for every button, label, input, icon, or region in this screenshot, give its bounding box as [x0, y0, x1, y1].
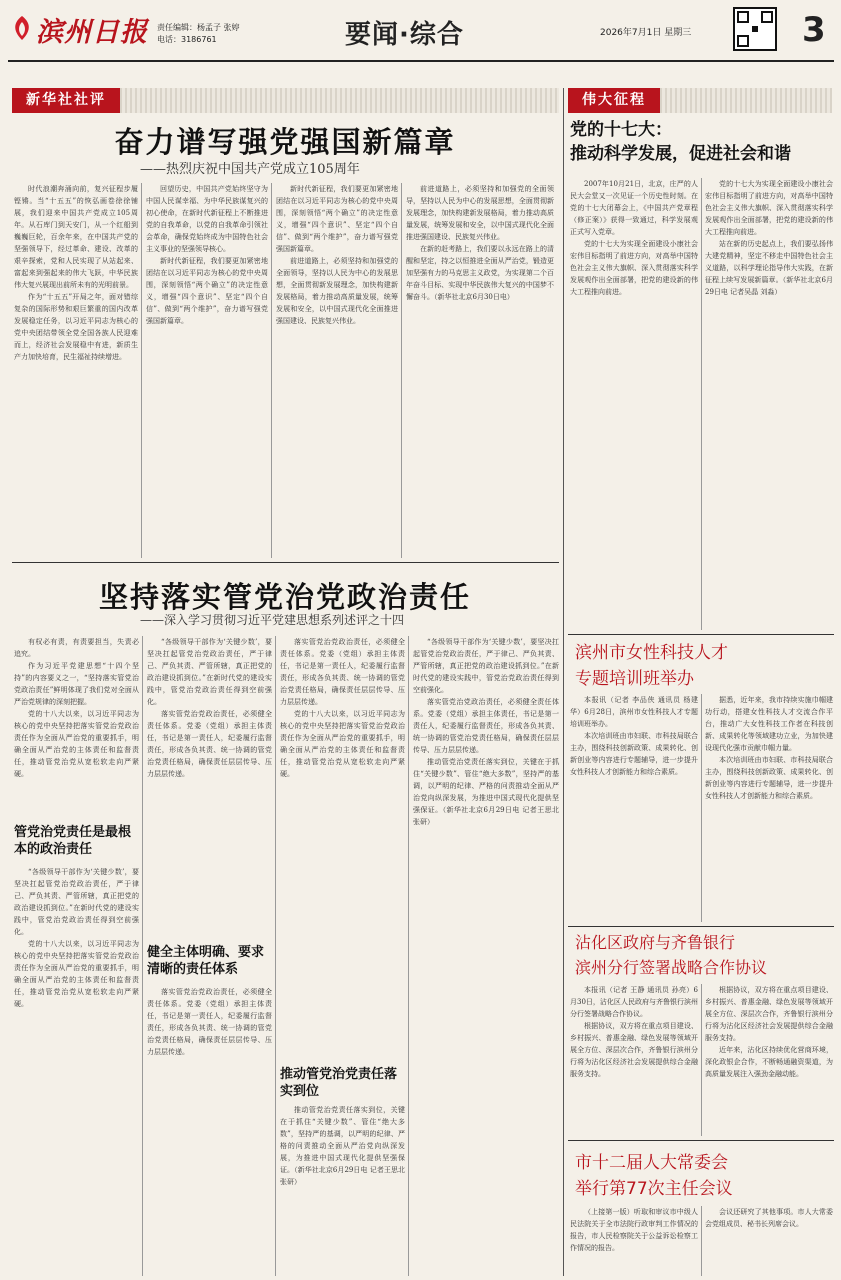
news-2-headline: 沾化区政府与齐鲁银行 滨州分行签署战略合作协议: [575, 933, 768, 977]
article-2-subhead-3: 推动管党治党责任落实到位: [280, 1067, 398, 1099]
issue-date: 2026年7月1日 星期三: [600, 28, 692, 38]
article-2-column-2: “各级领导干部作为‘关键少数’，要坚决扛起管党治党政治责任，严于律己、严负其责、严管所辖，真正把党的政治建设抓到位。”在新时代党的建设实践中，管党治党政治责任得到空前强化。 落实管党治党政治责任，必须健全责任体系。党委（党组）承担主体责任，书记是第一责任人，纪委履行监督责任，形成各负其责、统一协调的管党治党责任格局，确保责任层层传导、压力层层传递。: [147, 638, 272, 778]
article-1-subtitle: ——热烈庆祝中国共产党成立105周年: [140, 162, 360, 177]
article-2-column-4: “各级领导干部作为‘关键少数’，要坚决扛起管党治党政治责任，严于律己、严负其责、严管所辖，真正把党的政治建设抓到位。”在新时代党的建设实践中，管党治党政治责任得到空前强化。 落实管党治党政治责任，必须健全责任体系。党委（党组）承担主体责任，书记是第一责任人，纪委履行监督责任，形成各负其责、统一协调的管党治党责任格局，确保责任层层传导、压力层层传递。 推动管党治党责任落实到位，关键在于抓住“关键少数”、管住“绝大多数”，坚持严的基调，以严明的纪律、严格的问责推动全面从严治党向纵深发展，为推进中国式现代化提供坚强保证。（新华社北京6月29日电 记者王思北 张研）: [413, 638, 559, 826]
left-banner-label: 新华社社评: [12, 88, 120, 113]
article-2-column-2-lower: 落实管党治党政治责任，必须健全责任体系。党委（党组）承担主体责任，书记是第一责任人，纪委履行监督责任，形成各负其责、统一协调的管党治党责任格局，确保责任层层传导、压力层层传递。: [147, 988, 272, 1056]
news-2-column-2: 根据协议，双方将在重点项目建设、乡村振兴、普惠金融、绿色发展等领域开展全方位、深层次合作，齐鲁银行滨州分行将为沾化区经济社会发展提供综合金融服务支持。 近年来，沾化区持续优化营商环境，深化政银企合作，不断畅通融资渠道，为高质量发展注入强劲金融动能。: [705, 986, 833, 1078]
newspaper-logo-icon: [10, 14, 34, 42]
editor-credit: 责任编辑：杨孟子 张婷: [157, 23, 240, 32]
news-1-headline: 滨州市女性科技人才 专题培训班举办: [575, 643, 728, 689]
article-1-column-2: 回望历史，中国共产党始终坚守为中国人民谋幸福、为中华民族谋复兴的初心使命，在新时代新征程上不断推进党的自我革命，以党的自我革命引领社会革命，确保党始终成为中国特色社会主义事业的坚强领导核心。 新时代新征程，我们要更加紧密地团结在以习近平同志为核心的党中央周围，深刻领悟“两个确立”的决定性意义，增强“四个意识”、坚定“四个自信”、做到“两个维护”，奋力谱写强党强国新篇章。: [146, 185, 268, 325]
news-1-column-2: 据悉，近年来，我市持续实施巾帼建功行动，搭建女性科技人才交流合作平台，推动广大女性科技工作者在科技创新、成果转化等领域建功立业，为加快建设现代化强市贡献巾帼力量。 本次培训班由市妇联、市科技局联合主办，围绕科技创新政策、成果转化、创新创业等内容进行专题辅导，进一步提升女性科技人才创新能力和综合素质。: [705, 696, 833, 800]
news-3-column-2: 会议还研究了其他事项。市人大常委会党组成员、秘书长列席会议。: [705, 1208, 833, 1228]
article-2-headline: 坚持落实管党治党政治责任: [98, 580, 471, 614]
page-number: 3: [802, 10, 826, 50]
article-2-subtitle: ——深入学习贯彻习近平党建思想系列述评之十四: [140, 613, 405, 627]
section-title: 要闻·综合: [345, 20, 464, 50]
news-2-column-1: 本报讯（记者 王静 通讯员 孙亮）6月30日，沾化区人民政府与齐鲁银行滨州分行签署战略合作协议。 根据协议，双方将在重点项目建设、乡村振兴、普惠金融、绿色发展等领域开展全方位、深层次合作，齐鲁银行滨州分行将为沾化区经济社会发展提供综合金融服务支持。: [570, 986, 698, 1078]
qr-code-icon: [733, 7, 777, 51]
news-3-column-1: （上接第一版）听取和审议市中级人民法院关于全市法院行政审判工作情况的报告，市人民检察院关于公益诉讼检察工作情况的报告。: [570, 1208, 698, 1252]
right-banner-label: 伟大征程: [568, 88, 660, 113]
newspaper-logo-text: 滨州日报: [36, 17, 148, 48]
article-2-column-1: 有权必有责，有责要担当，失责必追究。 作为习近平党建思想“十四个坚持”的内容要义之一，“坚持落实管党治党政治责任”鲜明体现了我们党对全面从严治党规律的深刻把握。 党的十八大以来，以习近平同志为核心的党中央坚持把落实管党治党政治责任作为全面从严治党的重要抓手，明确全面从严治党的主体责任和监督责任，推动管党治党从宽松软走向严紧硬。: [14, 638, 139, 778]
article-1-column-1: 时代浪潮奔涌向前，复兴征程步履铿锵。当“十五五”的恢弘画卷徐徐铺展，我们迎来中国共产党成立105周年。从石库门到天安门，从一个红船到巍巍巨轮，百余年来，在中国共产党的坚强领导下，经过革命、建设、改革的艰辛探索，党和人民实现了从站起来、富起来到强起来的伟大飞跃，中华民族伟大复兴展现出前所未有的光明前景。 作为“十五五”开局之年，面对错综复杂的国际形势和艰巨繁重的国内改革发展稳定任务，以习近平同志为核心的党中央团结带领全党全国各族人民迎难而上，经济社会发展稳中有进，新质生产力加快培育，民生福祉持续增进。: [14, 185, 138, 361]
masthead: [0, 0, 841, 60]
article-2-subhead-2: 健全主体明确、要求清晰的责任体系: [147, 945, 265, 977]
article-2-column-3-lower: 推动管党治党责任落实到位，关键在于抓住“关键少数”、管住“绝大多数”，坚持严的基调，以严明的纪律、严格的问责推动全面从严治党向纵深发展，为推进中国式现代化提供坚强保证。（新华社北京6月29日电 记者王思北 张研）: [280, 1106, 405, 1186]
article-1-column-4: 前进道路上，必须坚持和加强党的全面领导，坚持以人民为中心的发展思想，全面贯彻新发展理念，加快构建新发展格局，着力推动高质量发展，统筹发展和安全，以中国式现代化全面推进强国建设、民族复兴伟业。 在新的赶考路上，我们要以永远在路上的清醒和坚定，持之以恒推进全面从严治党，锻造更加坚强有力的马克思主义政党，为实现第二个百年奋斗目标、实现中华民族伟大复兴的中国梦不懈奋斗。（新华社北京6月30日电）: [406, 185, 554, 301]
article-1-column-3: 新时代新征程，我们要更加紧密地团结在以习近平同志为核心的党中央周围，深刻领悟“两个确立”的决定性意义，增强“四个意识”、坚定“四个自信”、做到“两个维护”，奋力谱写强党强国新篇章。 前进道路上，必须坚持和加强党的全面领导，坚持以人民为中心的发展思想，全面贯彻新发展理念，加快构建新发展格局，着力推动高质量发展，统筹发展和安全，以中国式现代化全面推进强国建设、民族复兴伟业。: [276, 185, 398, 325]
history-column-1: 2007年10月21日，北京，庄严的人民大会堂又一次见证一个历史性时刻。在党的十七大闭幕会上，《中国共产党章程（修正案）》获得一致通过，科学发展观正式写入党章。 党的十七大为实现全面建设小康社会宏伟目标指明了前进方向，对高举中国特色社会主义伟大旗帜、深入贯彻落实科学发展观作出全面部署，把党的建设新的伟大工程推向前进。: [570, 180, 698, 296]
article-2-column-3: 落实管党治党政治责任，必须健全责任体系。党委（党组）承担主体责任，书记是第一责任人，纪委履行监督责任，形成各负其责、统一协调的管党治党责任格局，确保责任层层传导、压力层层传递。 党的十八大以来，以习近平同志为核心的党中央坚持把落实管党治党政治责任作为全面从严治党的重要抓手，明确全面从严治党的主体责任和监督责任，推动管党治党从宽松软走向严紧硬。: [280, 638, 405, 778]
history-headline: 党的十七大： 推动科学发展，促进社会和谐: [570, 120, 791, 164]
news-3-headline: 市十二届人大常委会 举行第77次主任会议: [575, 1153, 733, 1199]
article-2-column-1-lower: “各级领导干部作为‘关键少数’，要坚决扛起管党治党政治责任，严于律己、严负其责、严管所辖，真正把党的政治建设抓到位。”在新时代党的建设实践中，管党治党政治责任得到空前强化。 党的十八大以来，以习近平同志为核心的党中央坚持把落实管党治党政治责任作为全面从严治党的重要抓手，明确全面从严治党的主体责任和监督责任，推动管党治党从宽松软走向严紧硬。: [14, 868, 139, 1008]
news-1-column-1: 本报讯（记者 李品侠 通讯员 杨建华）6月28日，滨州市女性科技人才专题培训班举办。 本次培训班由市妇联、市科技局联合主办，围绕科技创新政策、成果转化、创新创业等内容进行专题辅导，进一步提升女性科技人才创新能力和综合素质。: [570, 696, 698, 776]
article-2-subhead-1: 管党治党责任是最根本的政治责任: [14, 825, 132, 857]
article-1-headline: 奋力谱写强党强国新篇章: [114, 125, 456, 159]
history-column-2: 党的十七大为实现全面建设小康社会宏伟目标指明了前进方向，对高举中国特色社会主义伟大旗帜、深入贯彻落实科学发展观作出全面部署，把党的建设新的伟大工程推向前进。 站在新的历史起点上，我们要弘扬伟大建党精神，坚定不移走中国特色社会主义道路，以科学理论指导伟大实践，在新征程上续写发展新篇章。（新华社北京6月29日电 记者吴晶 刘淼）: [705, 180, 833, 296]
right-section-banner: [568, 88, 832, 113]
editor-phone: 电话：3186761: [157, 35, 217, 44]
masthead-rule: [8, 60, 834, 62]
left-section-banner: [12, 88, 559, 113]
